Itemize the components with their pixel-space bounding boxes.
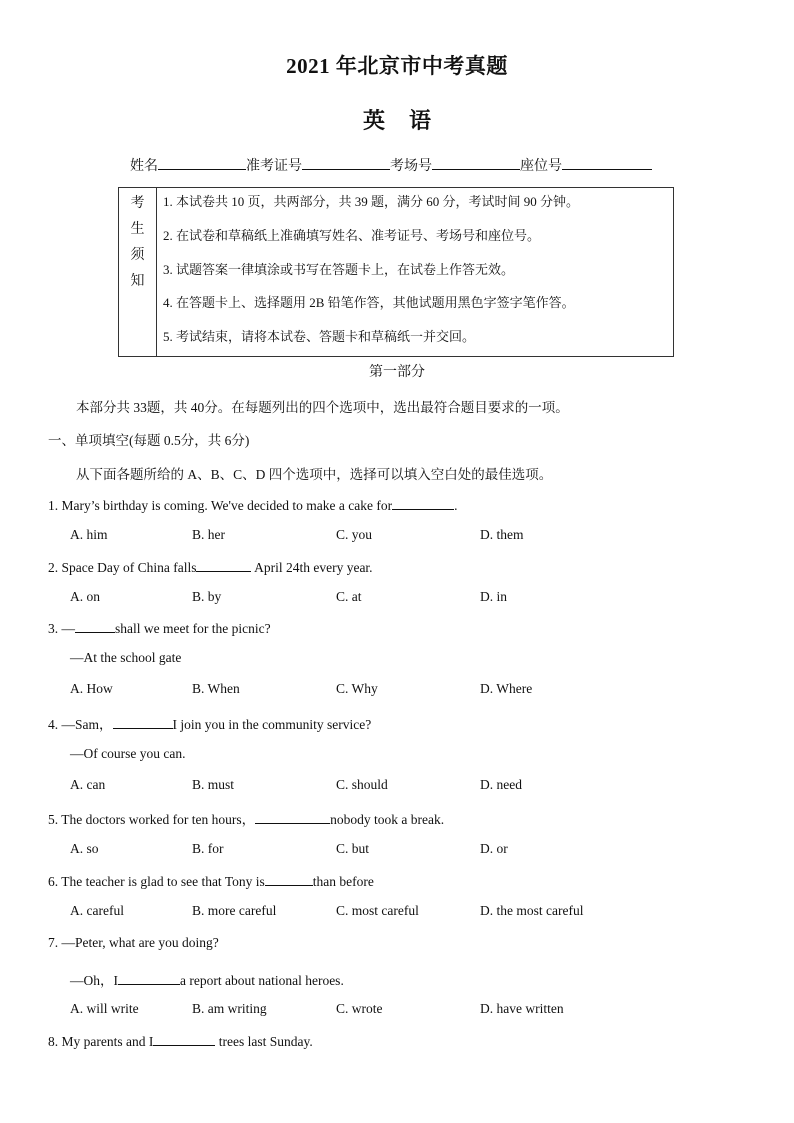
notice-item: 5. 考试结束，请将本试卷、答题卡和草稿纸一并交回。	[163, 329, 476, 344]
question-text: shall we meet for the picnic?	[115, 621, 271, 636]
option-a[interactable]: A. How	[70, 681, 113, 696]
option-c[interactable]: C. Why	[336, 681, 378, 696]
question-8	[48, 1032, 313, 1050]
seat-number-label: 座位号	[520, 159, 562, 174]
notice-item: 4. 在答题卡上、选择题用 2B 铅笔作答，其他试题用黑色字签字笔作答。	[163, 295, 575, 310]
notice-label-char: 生	[130, 222, 145, 237]
option-b[interactable]: B. her	[192, 527, 225, 542]
page-title: 2021 年北京市中考真题	[286, 54, 508, 78]
exam-room-label: 考场号	[390, 159, 432, 174]
option-c[interactable]: C. at	[336, 589, 362, 604]
notice-label-char: 须	[130, 248, 145, 263]
part-one-intro: 本部分共 33题，共 40分。在每题列出的四个选项中，选出最符合题目要求的一项。	[76, 400, 569, 415]
option-b[interactable]: B. more careful	[192, 903, 277, 918]
option-b[interactable]: B. am writing	[192, 1001, 267, 1016]
answer-blank[interactable]	[265, 872, 313, 886]
question-text: April 24th every year.	[251, 560, 373, 575]
question-text: .	[454, 498, 458, 513]
answer-blank[interactable]	[392, 496, 454, 510]
option-b[interactable]: B. for	[192, 841, 224, 856]
option-c[interactable]: C. wrote	[336, 1001, 383, 1016]
notice-label-char: 考	[130, 196, 145, 211]
answer-blank[interactable]	[196, 558, 251, 572]
question-text: 3. —	[48, 621, 75, 636]
candidate-info-line	[130, 155, 652, 175]
option-a[interactable]: A. can	[70, 777, 106, 792]
question-text: 1. Mary’s birthday is coming. We've decided to make a cake for	[48, 498, 393, 513]
notice-item: 2. 在试卷和草稿纸上准确填写姓名、准考证号、考场号和座位号。	[163, 228, 541, 243]
option-d[interactable]: D. Where	[480, 681, 533, 696]
option-d[interactable]: D. or	[480, 841, 508, 856]
option-b[interactable]: B. by	[192, 589, 222, 604]
question-3	[48, 619, 271, 637]
subject-title: 英语	[362, 108, 455, 133]
option-c[interactable]: C. should	[336, 777, 388, 792]
question-text: than before	[312, 874, 374, 889]
question-text: 4. —Sam，	[48, 717, 113, 732]
answer-blank[interactable]	[113, 715, 173, 729]
exam-room-blank[interactable]	[432, 155, 520, 170]
option-d[interactable]: D. in	[480, 589, 507, 604]
option-d[interactable]: D. the most careful	[480, 903, 584, 918]
exam-number-label: 准考证号	[246, 159, 302, 174]
name-label: 姓名	[130, 159, 158, 174]
option-c[interactable]: C. but	[336, 841, 370, 856]
option-b[interactable]: B. When	[192, 681, 240, 696]
question-4	[48, 713, 371, 733]
seat-number-blank[interactable]	[562, 155, 652, 170]
answer-blank[interactable]	[255, 810, 330, 824]
question-2	[48, 558, 373, 576]
question-reply: —At the school gate	[70, 650, 182, 665]
notice-label-char: 知	[130, 274, 145, 289]
question-text: I join you in the community service?	[172, 717, 372, 732]
option-a[interactable]: A. on	[70, 589, 100, 604]
option-b[interactable]: B. must	[192, 777, 235, 792]
option-d[interactable]: D. have written	[480, 1001, 564, 1016]
question-6	[48, 872, 374, 890]
question-1	[48, 496, 458, 514]
question-text: 5. The doctors worked for ten hours，	[48, 812, 256, 827]
option-d[interactable]: D. them	[480, 527, 524, 542]
part-one-title: 第一部分	[369, 365, 425, 380]
section-instruction: 从下面各题所给的 A、B、C、D 四个选项中，选择可以填入空白处的最佳选项。	[76, 467, 553, 482]
option-c[interactable]: C. most careful	[336, 903, 419, 918]
option-a[interactable]: A. him	[70, 527, 108, 542]
answer-blank[interactable]	[153, 1032, 215, 1046]
exam-number-blank[interactable]	[302, 155, 390, 170]
question-text: —Oh，I	[70, 973, 118, 988]
question-5	[48, 808, 444, 828]
candidate-notice-box	[118, 187, 674, 357]
option-a[interactable]: A. so	[70, 841, 99, 856]
option-c[interactable]: C. you	[336, 527, 373, 542]
notice-item: 1. 本试卷共 10 页，共两部分，共 39 题，满分 60 分，考试时间 90 分钟。	[163, 194, 580, 209]
name-blank[interactable]	[158, 155, 246, 170]
question-text: 2. Space Day of China falls	[48, 560, 197, 575]
answer-blank[interactable]	[75, 619, 115, 633]
question-text: 6. The teacher is glad to see that Tony is	[48, 874, 265, 889]
option-d[interactable]: D. need	[480, 777, 522, 792]
question-text: trees last Sunday.	[215, 1034, 313, 1049]
question-text: nobody took a break.	[330, 812, 445, 827]
option-a[interactable]: A. will write	[70, 1001, 139, 1016]
answer-blank[interactable]	[118, 971, 180, 985]
question-text: a report about national heroes.	[180, 973, 344, 988]
section-title: 一、单项填空(每题 0.5分，共 6分)	[48, 433, 250, 448]
option-a[interactable]: A. careful	[70, 903, 124, 918]
notice-item: 3. 试题答案一律填涂或书写在答题卡上，在试卷上作答无效。	[163, 262, 515, 277]
notice-label-column	[119, 188, 157, 356]
question-reply: —Of course you can.	[70, 746, 186, 761]
question-reply	[70, 969, 344, 989]
question-7: 7. —Peter, what are you doing?	[48, 935, 219, 950]
question-text: 8. My parents and I	[48, 1034, 154, 1049]
